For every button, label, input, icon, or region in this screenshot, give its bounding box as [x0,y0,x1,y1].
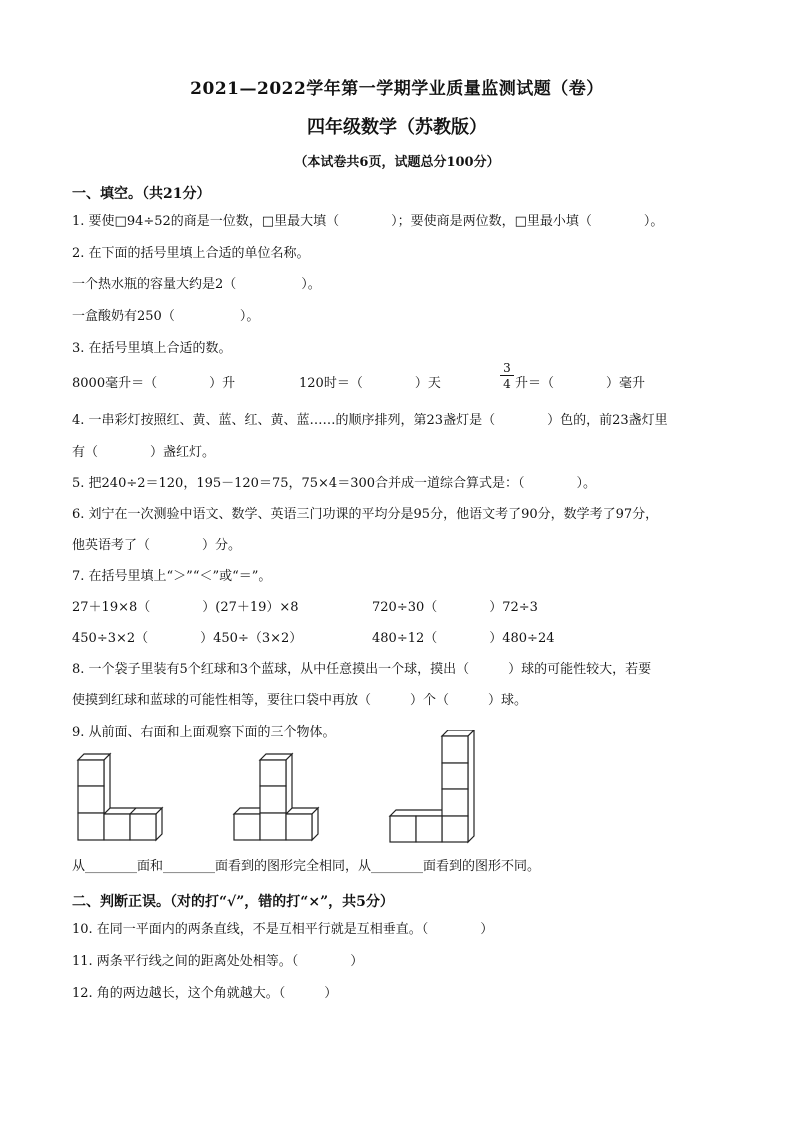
question-9-answer-line: 从________面和________面看到的图形完全相同，从________面看到的图形不同。 [72,859,541,874]
question-11: 11. 两条平行线之间的距离处处相等。（ ） [72,954,364,969]
question-5: 5. 把240÷2＝120，195－120＝75，75×4＝300合并成一道综合算式是：（ ）。 [72,476,597,491]
question-7d: 480÷12（ ）480÷24 [372,631,555,646]
cube-figure-1 [74,750,170,846]
question-1: 1. 要使□94÷52的商是一位数，□里最大填（ ）；要使商是两位数，□里最小填（ ）。 [72,214,664,229]
question-6-line1: 6. 刘宁在一次测验中语文、数学、英语三门功课的平均分是95分，他语文考了90分，数学考了97分， [72,507,659,522]
question-9: 9. 从前面、右面和上面观察下面的三个物体。 [72,725,336,740]
question-4-line1: 4. 一串彩灯按照红、黄、蓝、红、黄、蓝……的顺序排列，第23盏灯是（ ）色的，前23盏灯里 [72,413,668,428]
question-6-line2: 他英语考了（ ）分。 [72,538,242,553]
question-2a: 一个热水瓶的容量大约是2（ ）。 [72,277,321,292]
exam-title: 2021—2022学年第一学期学业质量监测试题（卷） [190,79,604,99]
question-7a: 27＋19×8（ ）(27＋19）×8 [72,600,299,615]
exam-subtitle: 四年级数学（苏教版） [307,117,487,138]
question-7b: 720÷30（ ）72÷3 [372,600,538,615]
question-3: 3. 在括号里填上合适的数。 [72,341,232,356]
question-3b: 120时＝（ ）天 [299,376,441,391]
question-8-line1: 8. 一个袋子里装有5个红球和3个蓝球，从中任意摸出一个球，摸出（ ）球的可能性较大，若要 [72,662,652,677]
question-7c: 450÷3×2（ ）450÷（3×2） [72,631,303,646]
exam-note: （本试卷共6页，试题总分100分） [294,155,500,170]
fraction-denominator: 4 [503,377,511,391]
question-7: 7. 在括号里填上“＞”“＜”或“＝”。 [72,569,272,584]
question-12: 12. 角的两边越长，这个角就越大。（ ） [72,986,338,1001]
fraction-numerator: 3 [500,362,514,376]
question-10: 10. 在同一平面内的两条直线，不是互相平行就是互相垂直。（ ） [72,922,494,937]
fraction-three-quarters [500,362,514,390]
question-2b: 一盒酸奶有250（ ）。 [72,309,260,324]
question-8-line2: 使摸到红球和蓝球的可能性相等，要往口袋中再放（ ）个（ ）球。 [72,693,528,708]
cube-figure-2 [230,750,326,846]
question-4-line2: 有（ ）盏红灯。 [72,445,216,460]
question-3a: 8000毫升＝（ ）升 [72,376,236,391]
section2-heading: 二、判断正误。（对的打“√”，错的打“×”，共5分） [72,894,394,910]
section1-heading: 一、填空。（共21分） [72,186,211,202]
question-2: 2. 在下面的括号里填上合适的单位名称。 [72,246,310,261]
cube-figure-3 [386,730,482,848]
question-3c: 升＝（ ）毫升 [515,376,646,391]
